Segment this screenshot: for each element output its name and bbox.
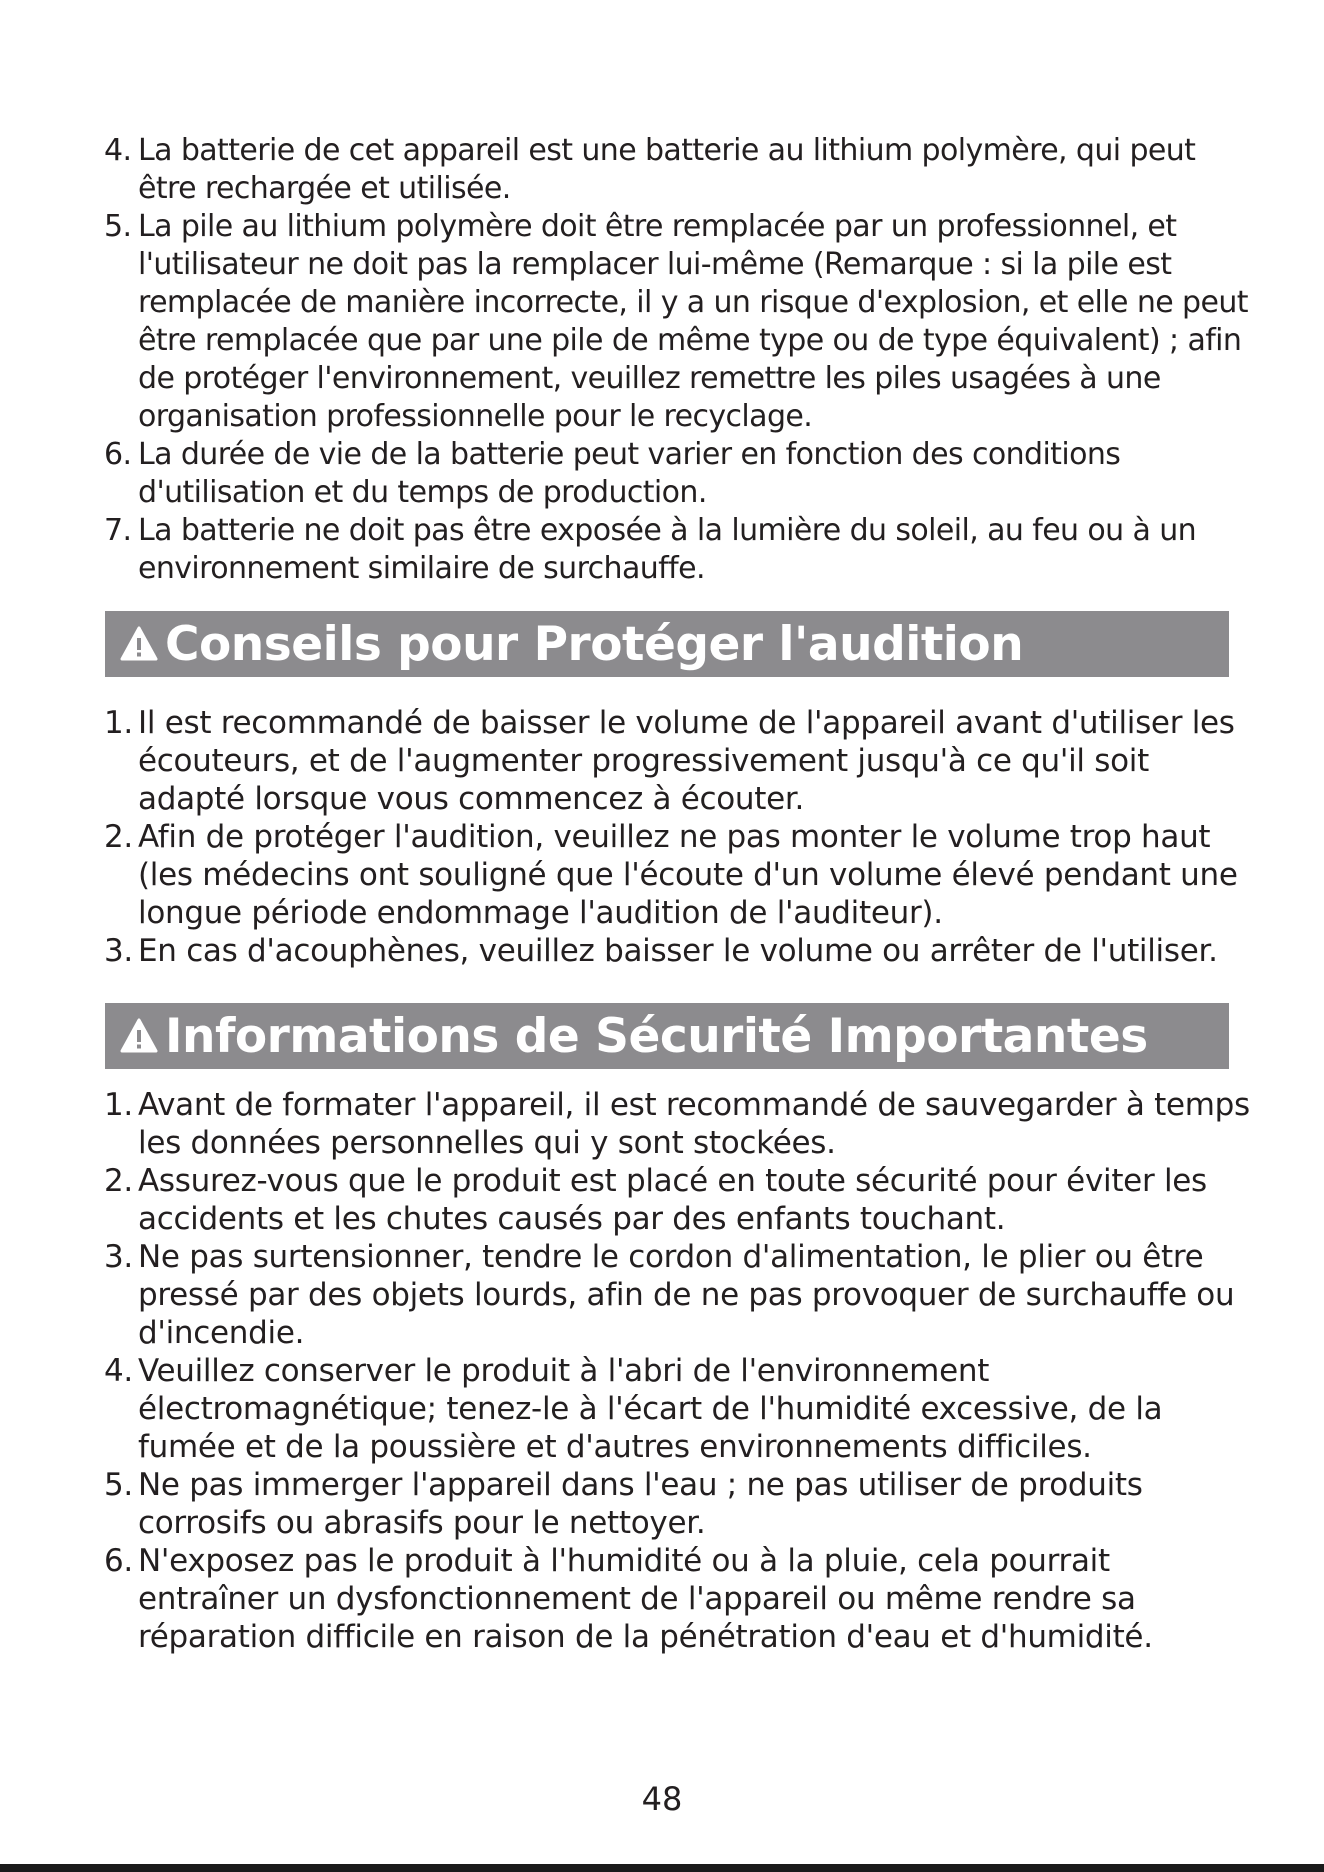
item-text: En cas d'acouphènes, veuillez baisser le volume ou arrêter de l'utiliser. [138,933,1218,969]
list-item [104,818,1254,932]
item-text: Veuillez conserver le produit à l'abri de l'environnement électromagnétique; tenez-le à l'écart de l'humidité excessive, de la fumée et de la poussière et d'autres environnements difficiles. [138,1353,1163,1465]
item-text: La pile au lithium polymère doit être remplacée par un professionnel, et l'utilisateur ne doit pas la remplacer lui-même (Remarque : si la pile est remplacée de manière incorrecte, il y a un risque d'explosion, et elle ne peut être remplacée que par une pile de même type ou de type équivalent) ; afin de protéger l'environnement, veuillez remettre les piles usagées à une organisation professionnelle pour le recyclage. [138,209,1248,434]
item-number: 2. [104,1163,133,1199]
safety-list [104,1086,1254,1656]
list-item [104,1542,1254,1656]
item-number: 5. [104,209,132,244]
section-title: Informations de Sécurité Importantes [165,1008,1148,1064]
item-text: La batterie ne doit pas être exposée à la lumière du soleil, au feu ou à un environnement similaire de surchauffe. [138,513,1197,586]
list-item [104,1352,1254,1466]
warning-triangle-icon [119,624,159,664]
item-number: 1. [104,1087,133,1123]
item-text: Ne pas surtensionner, tendre le cordon d'alimentation, le plier ou être pressé par des objets lourds, afin de ne pas provoquer de surchauffe ou d'incendie. [138,1239,1235,1351]
item-number: 6. [104,437,132,472]
item-number: 2. [104,819,133,855]
item-number: 4. [104,133,132,168]
bottom-edge-rule [0,1864,1324,1872]
item-number: 3. [104,1239,133,1275]
item-number: 3. [104,933,133,969]
item-text: N'exposez pas le produit à l'humidité ou à la pluie, cela pourrait entraîner un dysfonctionnement de l'appareil ou même rendre sa réparation difficile en raison de la pénétration d'eau et d'humidité. [138,1543,1153,1655]
section-title: Conseils pour Protéger l'audition [165,616,1024,672]
section-header-hearing [105,611,1229,677]
item-text: Ne pas immerger l'appareil dans l'eau ; ne pas utiliser de produits corrosifs ou abrasifs pour le nettoyer. [138,1467,1143,1541]
battery-list [104,132,1254,588]
item-number: 1. [104,705,133,741]
list-item [104,1238,1254,1352]
item-number: 7. [104,513,132,548]
item-text: Afin de protéger l'audition, veuillez ne pas monter le volume trop haut (les médecins ont souligné que l'écoute d'un volume élevé pendant une longue période endommage l'audition de l'auditeur). [138,819,1238,931]
list-item [104,932,1254,970]
item-text: Il est recommandé de baisser le volume de l'appareil avant d'utiliser les écouteurs, et de l'augmenter progressivement jusqu'à ce qu'il soit adapté lorsque vous commencez à écouter. [138,705,1235,817]
item-number: 5. [104,1467,133,1503]
hearing-list [104,704,1254,970]
section-header-safety [105,1003,1229,1069]
list-item [104,208,1254,436]
item-number: 6. [104,1543,133,1579]
list-item [104,1162,1254,1238]
list-item [104,1086,1254,1162]
list-item [104,704,1254,818]
item-text: Avant de formater l'appareil, il est recommandé de sauvegarder à temps les données personnelles qui y sont stockées. [138,1087,1250,1161]
list-item [104,512,1254,588]
item-text: La batterie de cet appareil est une batterie au lithium polymère, qui peut être rechargée et utilisée. [138,133,1196,206]
item-text: Assurez-vous que le produit est placé en toute sécurité pour éviter les accidents et les chutes causés par des enfants touchant. [138,1163,1207,1237]
list-item [104,132,1254,208]
item-number: 4. [104,1353,133,1389]
warning-triangle-icon [119,1016,159,1056]
list-item [104,1466,1254,1542]
list-item [104,436,1254,512]
page-number: 48 [641,1780,683,1818]
item-text: La durée de vie de la batterie peut varier en fonction des conditions d'utilisation et du temps de production. [138,437,1121,510]
